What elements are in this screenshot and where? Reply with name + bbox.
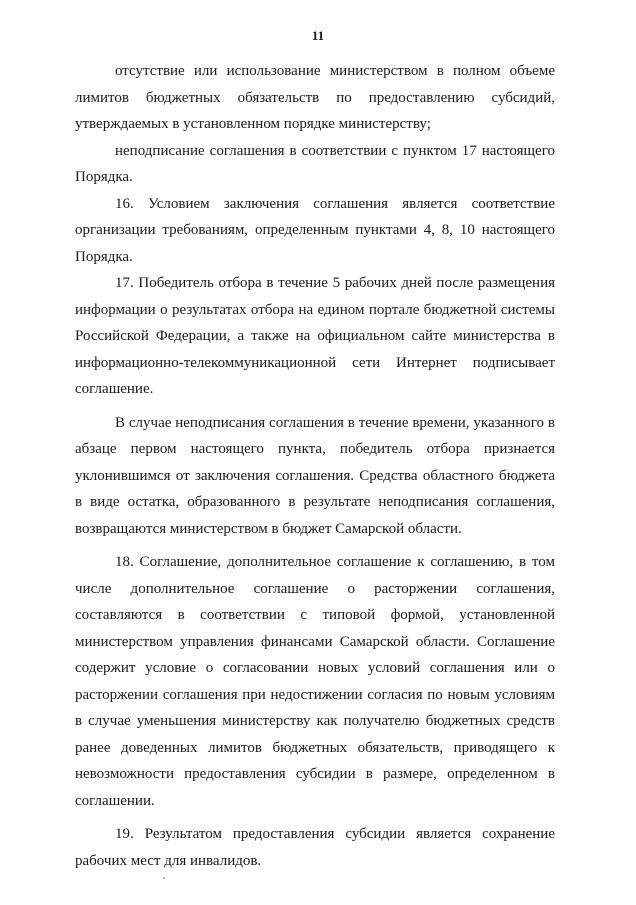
page-number: 11 <box>311 28 325 43</box>
clause-18: 18. Соглашение, дополнительное соглашение к соглашению, в том числе дополнительное соглашение о расторжении соглашения, составляются в соответствии с типовой формой, установленной министерством управления финансами Самарской области. Соглашение содержит условие о согласовании новых условий соглашения или о расторжении соглашения при недостижении согласия по новым условиям в случае уменьшения министерству как получателю бюджетных средств ранее доведенных лимитов бюджетных обязательств, приводящего к невозможности предоставления субсидии в размере, определенном в соглашении. <box>75 554 555 809</box>
document-body <box>75 58 555 874</box>
clause-19: 19. Результатом предоставления субсидии является сохранение рабочих мест для инвалидов. <box>75 826 555 869</box>
paragraph-lack-of-limits: отсутствие или использование министерством в полном объеме лимитов бюджетных обязательств по предоставлению субсидий, утверждаемых в установленном порядке министерству; <box>75 63 555 132</box>
scan-speck <box>163 877 165 879</box>
clause-16: 16. Условием заключения соглашения является соответствие организации требованиям, определенным пунктами 4, 8, 10 настоящего Порядка. <box>75 195 555 265</box>
clause-17: 17. Победитель отбора в течение 5 рабочих дней после размещения информации о результатах отбора на едином портале бюджетной системы Российской Федерации, а также на официальном сайте министерства в информационно-телекоммуникационной сети Интернет подписывает соглашение. <box>75 275 555 397</box>
clause-17-paragraph-2: В случае неподписания соглашения в течение времени, указанного в абзаце первом настоящего пункта, победитель отбора признается уклонившимся от заключения соглашения. Средства областного бюджета в виде остатка, образованного в результате неподписания соглашения, возвращаются министерством в бюджет Самарской области. <box>75 414 555 537</box>
paragraph-non-signing: неподписание соглашения в соответствии с пунктом 17 настоящего Порядка. <box>75 142 555 185</box>
